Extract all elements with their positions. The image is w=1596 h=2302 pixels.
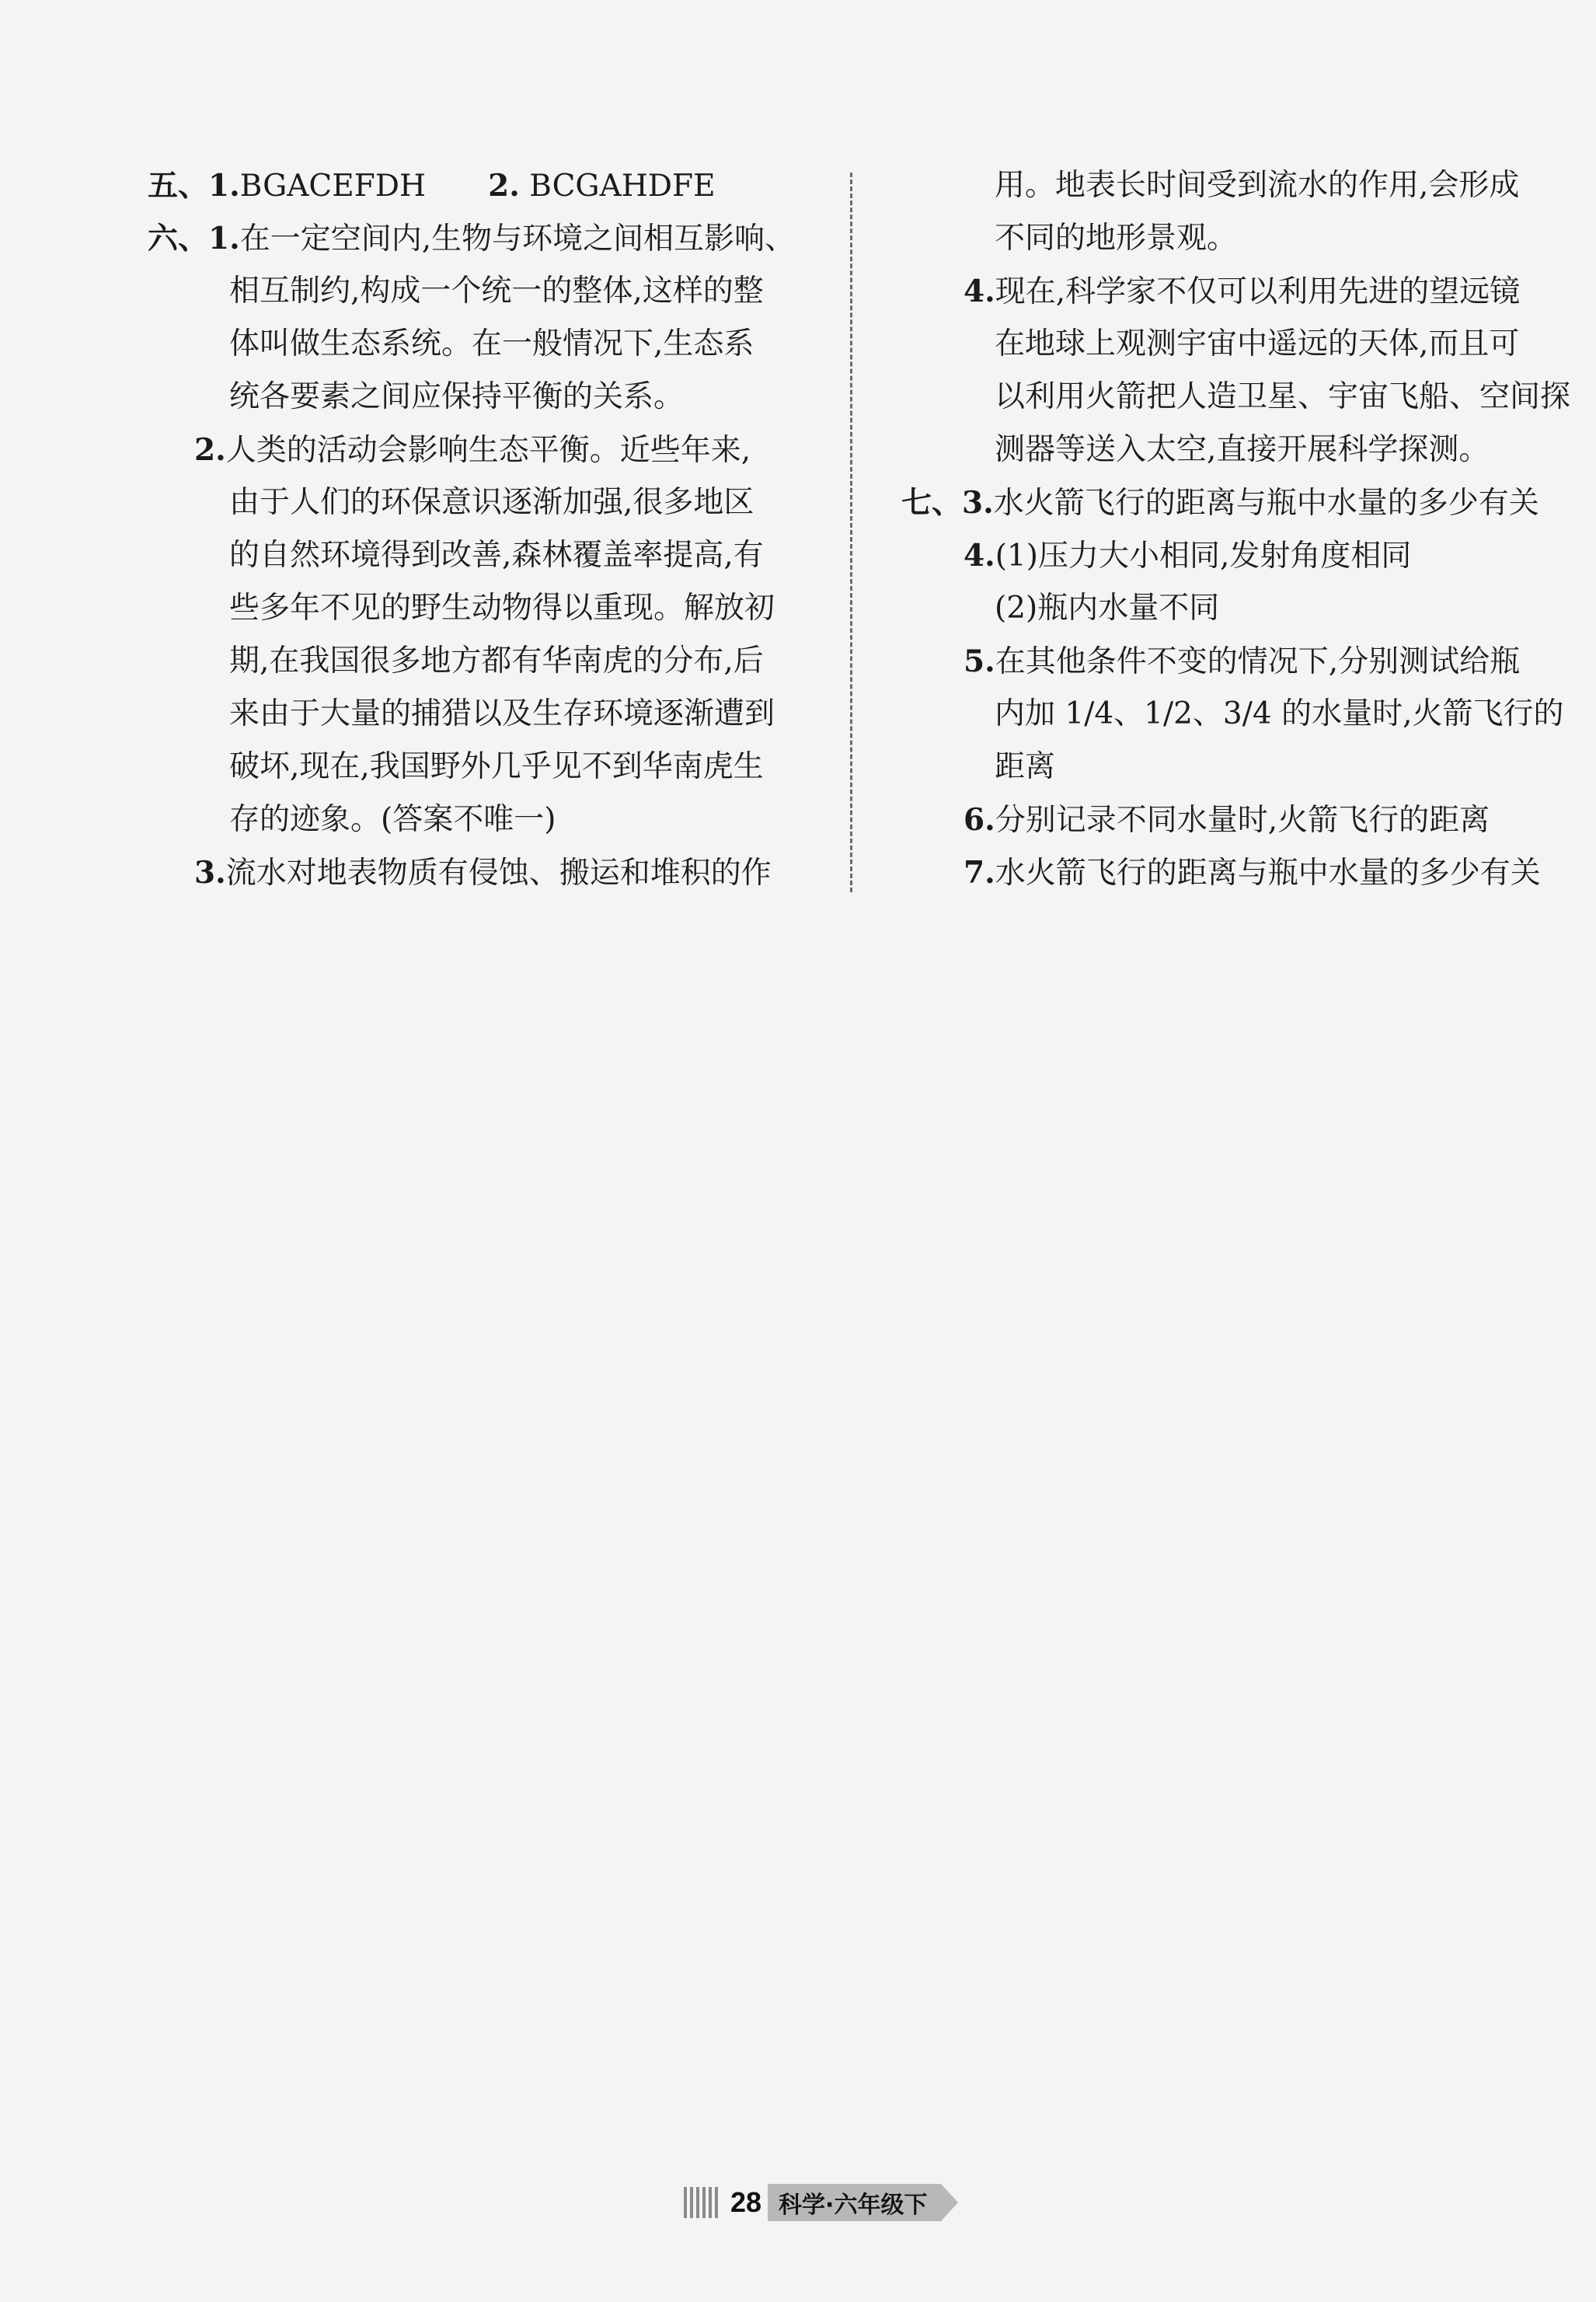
- left-column: [148, 159, 824, 899]
- section-5-answers: [148, 159, 824, 212]
- answer-text: BCGAHDFE: [529, 169, 716, 204]
- section-6-label: 六、1.: [148, 221, 240, 256]
- answer-line: 的自然环境得到改善,森林覆盖率提高,有: [229, 538, 764, 573]
- question-number: 2.: [488, 168, 520, 204]
- answer-text: 在其他条件不变的情况下,分别测试给瓶: [995, 644, 1521, 679]
- column-divider: [850, 173, 852, 892]
- question-number: 3.: [194, 855, 226, 891]
- answer-line: 存的迹象。(答案不唯一): [229, 802, 556, 837]
- answer-line: 体叫做生态系统。在一般情况下,生态系: [229, 326, 754, 361]
- page-number: 28: [730, 2186, 762, 2218]
- right-column: [901, 159, 1585, 899]
- answer-text: 现在,科学家不仅可以利用先进的望远镜: [995, 274, 1521, 309]
- answer-line: 相互制约,构成一个统一的整体,这样的整: [229, 274, 764, 309]
- footer-arrow-icon: [941, 2184, 958, 2221]
- section-7-q7-line: [901, 846, 1585, 899]
- section-7-label: 七、3.: [901, 485, 994, 521]
- section-7-q5-line: [901, 635, 1585, 688]
- section-7-q4-line: [901, 529, 1585, 582]
- section-6-q2-line: [148, 424, 824, 476]
- answer-line: 些多年不见的野生动物得以重现。解放初: [229, 591, 775, 626]
- q4-line: [901, 265, 1585, 318]
- answer-line: 内加 1/4、1/2、3/4 的水量时,火箭飞行的: [995, 696, 1564, 731]
- question-number: 2.: [194, 432, 226, 468]
- footer-label: 科学·六年级下: [768, 2184, 941, 2221]
- answer-text: 水火箭飞行的距离与瓶中水量的多少有关: [995, 856, 1541, 891]
- answer-line: 由于人们的环保意识逐渐加强,很多地区: [229, 485, 754, 520]
- answer-line: 期,在我国很多地方都有华南虎的分布,后: [229, 644, 764, 678]
- answer-text: 水火箭飞行的距离与瓶中水量的多少有关: [993, 486, 1539, 521]
- question-number: 4.: [964, 538, 995, 574]
- answer-line: 用。地表长时间受到流水的作用,会形成: [995, 168, 1520, 203]
- page-footer: [684, 2184, 958, 2221]
- answer-line: (2)瓶内水量不同: [995, 591, 1220, 626]
- section-6-q1-line: [148, 212, 824, 265]
- question-number: 4.: [964, 274, 995, 309]
- answer-text: 分别记录不同水量时,火箭飞行的距离: [995, 803, 1490, 838]
- section-7-q3-line: [901, 476, 1585, 529]
- answer-line: 统各要素之间应保持平衡的关系。: [229, 379, 685, 414]
- answer-line: 来由于大量的捕猎以及生存环境逐渐遭到: [229, 696, 775, 731]
- answer-text: BGACEFDH: [239, 169, 427, 204]
- question-number: 7.: [964, 855, 995, 891]
- answer-line: 以利用火箭把人造卫星、宇宙飞船、空间探: [995, 379, 1571, 414]
- answer-text: 在一定空间内,生物与环境之间相互影响、: [239, 221, 796, 256]
- section-5-label: 五、1.: [148, 168, 240, 204]
- question-number: 5.: [964, 644, 995, 679]
- answer-line: 破坏,现在,我国野外几乎见不到华南虎生: [229, 749, 764, 784]
- answer-text: 人类的活动会影响生态平衡。近些年来,: [225, 433, 751, 468]
- question-number: 6.: [964, 802, 995, 838]
- answer-line: 测器等送入太空,直接开展科学探测。: [995, 432, 1490, 467]
- section-6-q3-line: [148, 846, 824, 899]
- section-7-q6-line: [901, 793, 1585, 846]
- footer-stripes-icon: [684, 2187, 718, 2218]
- answer-line: 不同的地形景观。: [995, 221, 1238, 256]
- answer-text: (1)压力大小相同,发射角度相同: [995, 539, 1412, 574]
- answer-line: 在地球上观测宇宙中遥远的天体,而且可: [995, 326, 1520, 361]
- answer-text: 流水对地表物质有侵蚀、搬运和堆积的作: [225, 856, 772, 891]
- answer-line: 距离: [995, 749, 1056, 784]
